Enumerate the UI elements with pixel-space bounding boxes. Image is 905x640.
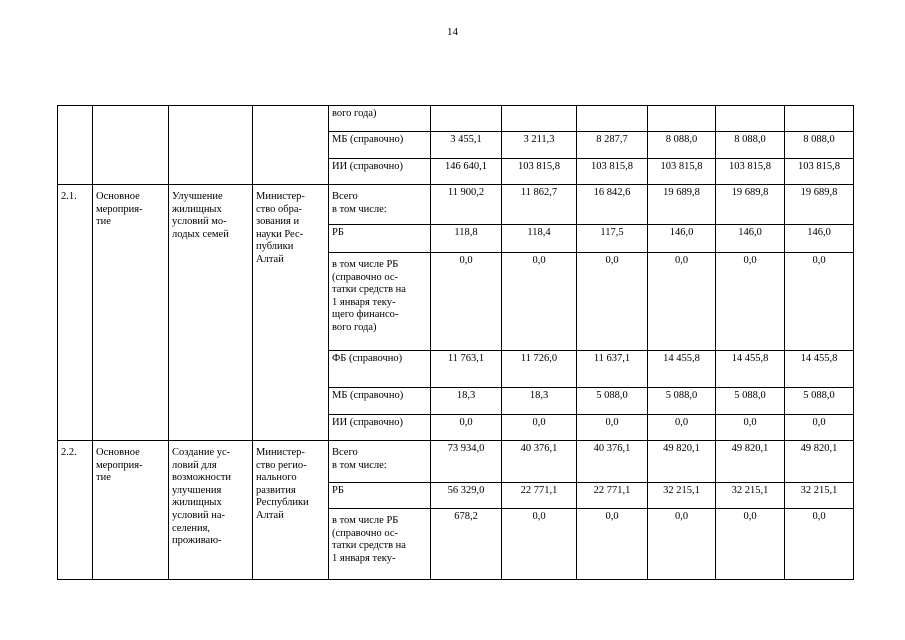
value-cell: 146,0 [785,225,854,253]
value-cell [577,106,648,132]
value-cell [648,106,716,132]
value-cell: 5 088,0 [577,388,648,415]
value-cell: 103 815,8 [785,159,854,185]
item-executor: Министер- ство обра- зования и науки Рес- публики Алтай [253,185,329,441]
value-cell: 16 842,6 [577,185,648,225]
value-cell: 5 088,0 [716,388,785,415]
value-cell: 49 820,1 [716,441,785,483]
value-cell: 8 088,0 [785,132,854,159]
value-cell: 18,3 [502,388,577,415]
value-cell: 103 815,8 [502,159,577,185]
value-cell: 11 763,1 [431,351,502,388]
table-row [58,185,854,225]
value-cell: 19 689,8 [648,185,716,225]
value-cell: 118,4 [502,225,577,253]
value-cell: 0,0 [502,253,577,351]
value-cell: 40 376,1 [577,441,648,483]
value-cell: 117,5 [577,225,648,253]
item-type: Основное мероприя- тие [93,185,169,441]
item-executor: Министер- ство регио- нального развития Республики Алтай [253,441,329,580]
value-cell: 103 815,8 [648,159,716,185]
value-cell: 32 215,1 [785,483,854,509]
value-cell: 18,3 [431,388,502,415]
source-cell: ФБ (справочно) [329,351,431,388]
source-cell: ИИ (справочно) [329,415,431,441]
value-cell: 0,0 [785,253,854,351]
source-cell: в том числе РБ (справочно ос- татки средств на 1 января теку- щего финансо- вого года) [329,253,431,351]
value-cell: 8 088,0 [716,132,785,159]
value-cell: 32 215,1 [648,483,716,509]
value-cell: 146,0 [716,225,785,253]
number-cell [58,106,93,185]
source-cell: МБ (справочно) [329,132,431,159]
item-name: Создание ус- ловий для возможности улучшения жилищных условий на- селения, проживаю- [169,441,253,580]
value-cell: 8 088,0 [648,132,716,159]
value-cell: 0,0 [431,253,502,351]
page-number: 14 [447,26,458,38]
table-row [58,441,854,483]
value-cell: 14 455,8 [648,351,716,388]
source-cell: Всего в том числе: [329,185,431,225]
value-cell: 0,0 [648,415,716,441]
value-cell [431,106,502,132]
executor-cell [253,106,329,185]
value-cell: 0,0 [785,509,854,580]
value-cell: 5 088,0 [785,388,854,415]
source-cell: ИИ (справочно) [329,159,431,185]
item-type: Основное мероприя- тие [93,441,169,580]
value-cell: 0,0 [502,415,577,441]
value-cell [502,106,577,132]
value-cell: 22 771,1 [577,483,648,509]
value-cell: 11 862,7 [502,185,577,225]
item-name: Улучшение жилищных условий мо- лодых семей [169,185,253,441]
value-cell: 0,0 [502,509,577,580]
source-cell: вого года) [329,106,431,132]
value-cell: 56 329,0 [431,483,502,509]
value-cell: 3 455,1 [431,132,502,159]
value-cell: 678,2 [431,509,502,580]
table-row [58,106,854,132]
value-cell: 103 815,8 [716,159,785,185]
value-cell: 19 689,8 [785,185,854,225]
value-cell: 0,0 [716,509,785,580]
value-cell: 0,0 [577,253,648,351]
source-cell: в том числе РБ (справочно ос- татки средств на 1 января теку- [329,509,431,580]
value-cell [785,106,854,132]
source-cell: Всего в том числе: [329,441,431,483]
value-cell: 146,0 [648,225,716,253]
value-cell: 14 455,8 [785,351,854,388]
value-cell: 40 376,1 [502,441,577,483]
value-cell: 0,0 [785,415,854,441]
value-cell: 103 815,8 [577,159,648,185]
value-cell: 14 455,8 [716,351,785,388]
value-cell: 11 637,1 [577,351,648,388]
source-cell: МБ (справочно) [329,388,431,415]
value-cell [716,106,785,132]
item-number: 2.1. [58,185,93,441]
value-cell: 11 726,0 [502,351,577,388]
value-cell: 32 215,1 [716,483,785,509]
value-cell: 0,0 [716,253,785,351]
source-cell: РБ [329,483,431,509]
value-cell: 8 287,7 [577,132,648,159]
name-cell [169,106,253,185]
value-cell: 0,0 [716,415,785,441]
value-cell: 118,8 [431,225,502,253]
value-cell: 3 211,3 [502,132,577,159]
value-cell: 73 934,0 [431,441,502,483]
value-cell: 22 771,1 [502,483,577,509]
value-cell: 5 088,0 [648,388,716,415]
value-cell: 0,0 [648,253,716,351]
program-funding-table [57,105,854,580]
item-number: 2.2. [58,441,93,580]
value-cell: 0,0 [577,415,648,441]
value-cell: 0,0 [577,509,648,580]
value-cell: 146 640,1 [431,159,502,185]
type-cell [93,106,169,185]
value-cell: 49 820,1 [785,441,854,483]
value-cell: 11 900,2 [431,185,502,225]
value-cell: 0,0 [648,509,716,580]
source-cell: РБ [329,225,431,253]
value-cell: 19 689,8 [716,185,785,225]
value-cell: 49 820,1 [648,441,716,483]
value-cell: 0,0 [431,415,502,441]
